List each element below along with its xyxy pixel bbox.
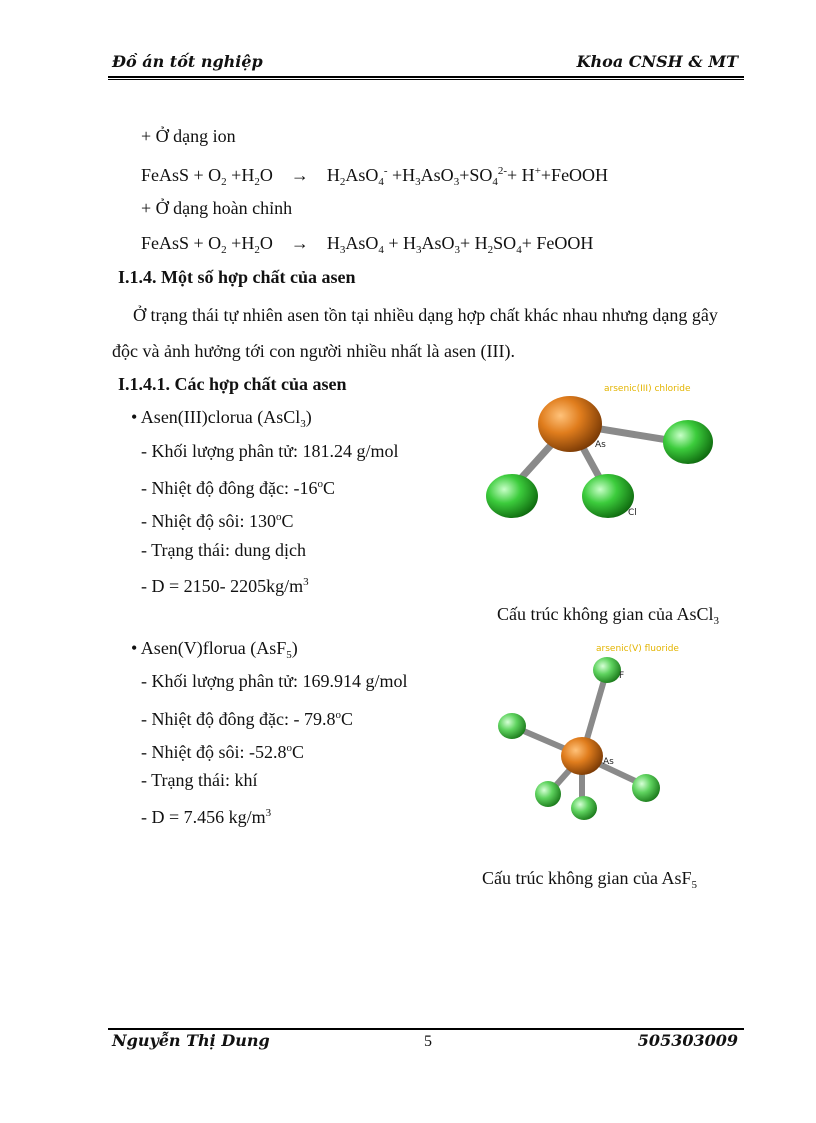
paragraph-line-2: độc và ảnh hưởng tới con người nhiều nhất là asen (III). xyxy=(112,341,515,361)
asf5-state: - Trạng thái: khí xyxy=(141,770,258,790)
chlorine-atom xyxy=(486,474,538,518)
paragraph-line-1: Ở trạng thái tự nhiên asen tồn tại nhiều dạng hợp chất khác nhau nhưng dạng gây xyxy=(133,305,718,325)
fluorine-atom xyxy=(571,796,597,820)
chlorine-atom xyxy=(582,474,634,518)
subsection-heading: I.1.4.1. Các hợp chất của asen xyxy=(118,374,347,394)
ascl3-density: - D = 2150- $2205kg/m^3$ xyxy=(141,576,309,596)
footer-rule xyxy=(108,1028,744,1030)
header-rule xyxy=(108,76,744,78)
section-heading: I.1.4. Một số hợp chất của asen xyxy=(118,267,356,287)
atom-label-as: As xyxy=(595,440,606,450)
asf5-name: • Asen(V)florua (AsF$_5$) xyxy=(131,638,298,661)
asf5-caption: Cấu trúc không gian của AsF$_5$ xyxy=(482,868,697,891)
atom-label-f: F xyxy=(619,671,625,681)
ascl3-melting-point: - Nhiệt độ đông đặc: -16$^o$C xyxy=(141,478,335,498)
arsenic-atom xyxy=(561,737,603,775)
atom-label-as: As xyxy=(603,757,614,767)
footer-author: Nguyễn Thị Dung xyxy=(112,1031,270,1050)
header-rule-thin xyxy=(108,79,744,80)
equation-ion: FeAsS + $O_2 +H_2O \to H_2AsO_4^- +H_3AsO_3+SO_4^{2-}+$ H++FeOOH xyxy=(141,165,609,188)
asf5-mass: - Khối lượng phân tử: 169.914 g/mol xyxy=(141,671,408,691)
ascl3-caption: Cấu trúc không gian của AsCl$_3$ xyxy=(497,604,719,627)
fluorine-atom xyxy=(535,781,561,807)
asf5-molecule-image xyxy=(492,638,702,838)
fluorine-atom xyxy=(593,657,621,683)
header-left: Đồ án tốt nghiệp xyxy=(112,52,263,71)
page-number: 5 xyxy=(424,1033,432,1050)
chlorine-atom xyxy=(663,420,713,464)
ascl3-boiling-point: - Nhiệt độ sôi: 130$^o$C xyxy=(141,511,294,531)
header-right: Khoa CNSH & MT xyxy=(576,52,738,71)
molecule-label: arsenic(V) fluoride xyxy=(596,644,679,654)
ascl3-molecule-image xyxy=(478,378,728,528)
asf5-melting-point: - Nhiệt độ đông đặc: - 79.8$^o$C xyxy=(141,709,353,729)
complete-heading: + Ở dạng hoàn chỉnh xyxy=(141,198,293,218)
ascl3-mass: - Khối lượng phân tử: 181.24 g/mol xyxy=(141,441,399,461)
asf5-boiling-point: - Nhiệt độ sôi: -52.8$^o$C xyxy=(141,742,305,762)
ascl3-name: • Asen(III)clorua (AsCl$_3$) xyxy=(131,407,312,430)
atom-label-cl: Cl xyxy=(628,508,637,518)
footer-student-id: 505303009 xyxy=(637,1031,738,1050)
fluorine-atom xyxy=(498,713,526,739)
reaction-arrow: → xyxy=(290,233,309,253)
ascl3-state: - Trạng thái: dung dịch xyxy=(141,540,306,560)
equation-complete: FeAsS + $O_2 +H_2O \to H_3AsO_4 + H_3AsO_3+ H_2SO_4+$ FeOOH xyxy=(141,233,594,256)
ion-heading: + Ở dạng ion xyxy=(141,126,236,146)
asf5-density: - D = 7.456 $kg/m^3$ xyxy=(141,807,272,827)
molecule-label: arsenic(III) chloride xyxy=(604,384,691,394)
reaction-arrow: → xyxy=(290,165,309,185)
arsenic-atom xyxy=(538,396,602,452)
fluorine-atom xyxy=(632,774,660,802)
